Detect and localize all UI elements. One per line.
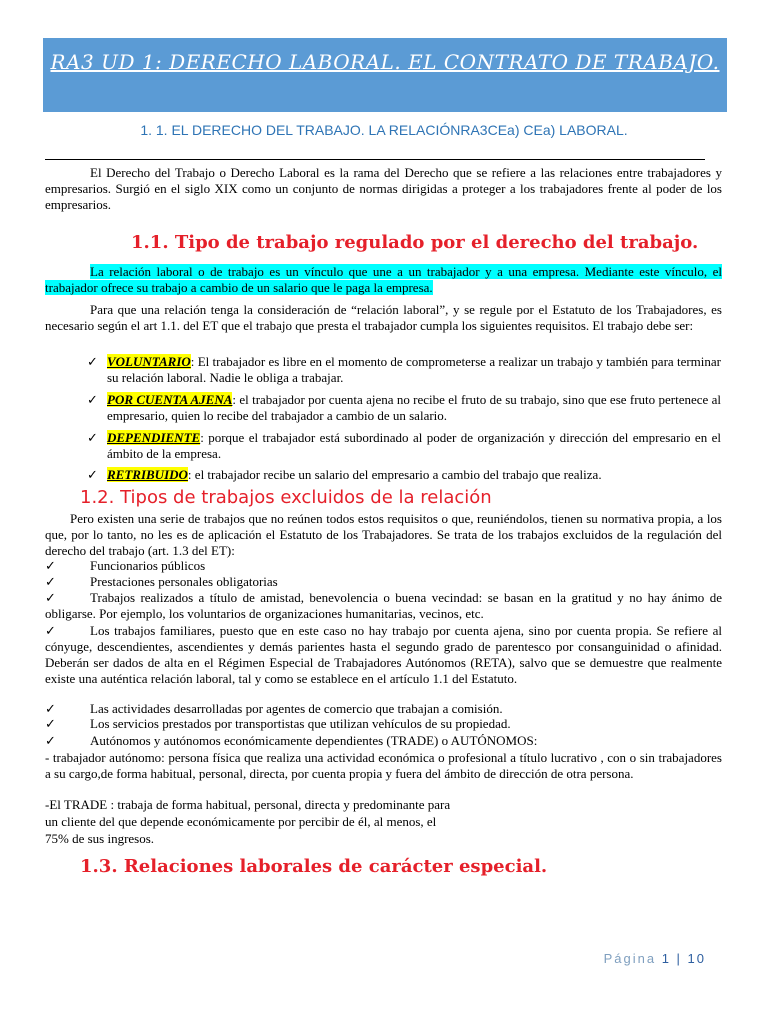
excluded-item xyxy=(45,558,722,574)
page-number: 1 | 10 xyxy=(661,951,706,966)
requirement-sep: : xyxy=(232,392,237,407)
page-label: Página xyxy=(603,951,657,966)
highlighted-text: La relación laboral o de trabajo es un vínculo que une a un trabajador y a una empresa. Mediante este vínculo, el trabajador ofrece su trabajo a cambio de un salario que le paga la empresa. xyxy=(45,264,722,295)
requirement-text: El trabajador es libre en el momento de comprometerse a realizar un trabajo y también para terminar su relación laboral. Nadie le obliga a trabajar. xyxy=(107,354,721,385)
check-icon: ✓ xyxy=(87,430,98,445)
check-icon: ✓ xyxy=(45,716,56,731)
trade-line: 75% de sus ingresos. xyxy=(45,831,155,846)
check-icon: ✓ xyxy=(45,623,56,638)
excluded-item xyxy=(45,623,722,687)
excluded-text: Prestaciones personales obligatorias xyxy=(90,574,278,589)
requirement-item xyxy=(87,467,721,483)
requirement-sep: : xyxy=(190,354,195,369)
excluded-text: Los servicios prestados por transportistas que utilizan vehículos de su propiedad. xyxy=(90,716,511,731)
check-icon: ✓ xyxy=(87,392,98,407)
heading-1-2: 1.2. Tipos de trabajos excluidos de la relación xyxy=(80,487,492,508)
check-icon: ✓ xyxy=(45,733,56,748)
requirement-sep: : xyxy=(200,430,204,445)
excluded-text: Las actividades desarrolladas por agentes de comercio que trabajan a comisión. xyxy=(90,701,503,716)
heading-1-1: 1.1. Tipo de trabajo regulado por el derecho del trabajo. xyxy=(131,232,699,253)
title-banner xyxy=(43,38,727,112)
heading-1-3: 1.3. Relaciones laborales de carácter especial. xyxy=(80,856,548,877)
autonomo-definition: - trabajador autónomo: persona física que realiza una actividad económica o profesional a título lucrativo , con o sin trabajadores a su cargo,de forma habitual, personal, directa, por cuenta propia y fuera del ámbito de dirección de otra persona. xyxy=(45,750,722,781)
requirement-text: el trabajador por cuenta ajena no recibe el fruto de su trabajo, sino que ese fruto pertenece al empresario, quien lo recibe del trabajador a cambio de un salario. xyxy=(107,392,721,423)
highlight-paragraph xyxy=(45,264,722,296)
requirement-term: POR CUENTA AJENA xyxy=(107,392,233,407)
check-icon: ✓ xyxy=(45,590,56,605)
trade-line: -El TRADE : trabaja de forma habitual, personal, directa y predominante para xyxy=(45,797,451,812)
requirement-text: porque el trabajador está subordinado al poder de organización y dirección del empresario en el ámbito de la empresa. xyxy=(107,430,721,461)
requirement-term: VOLUNTARIO xyxy=(107,354,191,369)
excluded-item xyxy=(45,574,722,590)
trade-line: un cliente del que depende económicamente por percibir de él, al menos, el xyxy=(45,814,437,829)
requirements-intro: Para que una relación tenga la consideración de “relación laboral”, y se regule por el Estatuto de los Trabajadores, es necesario según el art 1.1. del ET que el trabajo que presta el trabajador cumpla los siguientes requisitos. El trabajo debe ser: xyxy=(45,302,722,333)
requirement-sep: : xyxy=(187,467,192,482)
check-icon: ✓ xyxy=(45,558,56,573)
check-icon: ✓ xyxy=(87,467,98,482)
excluded-item xyxy=(45,590,722,622)
requirement-item xyxy=(87,392,721,424)
excluded-text: Funcionarios públicos xyxy=(90,558,206,573)
check-icon: ✓ xyxy=(45,701,56,716)
excluded-text: Los trabajos familiares, puesto que en este caso no hay trabajo por cuenta ajena, sino por cuenta propia. Se refiere al cónyuge, descendientes, ascendientes y demás parientes hasta el segundo grado de parentesco por consanguinidad o afinidad. Deberán ser dados de alta en el Régimen Especial de Trabajadores Autónomos (RETA), salvo que se demuestre que realmente existe una auténtica relación laboral, tal y como se establece en el artículo 1.1 del Estatuto. xyxy=(45,623,722,686)
page-footer xyxy=(604,951,706,966)
requirement-item xyxy=(87,354,721,386)
excluded-item xyxy=(45,733,722,749)
excluded-item xyxy=(45,701,722,717)
requirement-text: el trabajador recibe un salario del empresario a cambio del trabajo que realiza. xyxy=(191,467,602,482)
intro-paragraph: El Derecho del Trabajo o Derecho Laboral es la rama del Derecho que se refiere a las relaciones entre trabajadores y empresarios. Surgió en el siglo XIX como un conjunto de normas dirigidas a proteger a los trabajadores frente al poder de los empresarios. xyxy=(45,165,722,212)
check-icon: ✓ xyxy=(87,354,98,369)
document-title: RA3 UD 1: DERECHO LABORAL. EL CONTRATO DE TRABAJO. xyxy=(50,50,720,74)
requirement-term: RETRIBUIDO xyxy=(107,467,188,482)
excluded-text: Trabajos realizados a título de amistad, benevolencia o buena vecindad: se basan en la gratitud y no hay ánimo de obligarse. Por ejemplo, los voluntarios de organizaciones humanitarias, vecinos, etc. xyxy=(45,590,722,621)
excluded-item xyxy=(45,716,722,732)
check-icon: ✓ xyxy=(45,574,56,589)
divider xyxy=(45,159,705,160)
section-heading: 1. 1. EL DERECHO DEL TRABAJO. LA RELACIÓNRA3CEa) CEa) LABORAL. xyxy=(140,122,628,138)
requirement-term: DEPENDIENTE xyxy=(107,430,201,445)
excluded-intro: Pero existen una serie de trabajos que no reúnen todos estos requisitos o que, reuniéndolos, tienen su normativa propia, a los que, por lo tanto, no les es de aplicación el Estatuto de los Trabajadores. Se trata de los trabajos excluidos de la regulación del derecho del trabajo (art. 1.3 del ET): xyxy=(45,511,722,558)
excluded-text: Autónomos y autónomos económicamente dependientes (TRADE) o AUTÓNOMOS: xyxy=(90,733,538,748)
requirement-item xyxy=(87,430,721,462)
